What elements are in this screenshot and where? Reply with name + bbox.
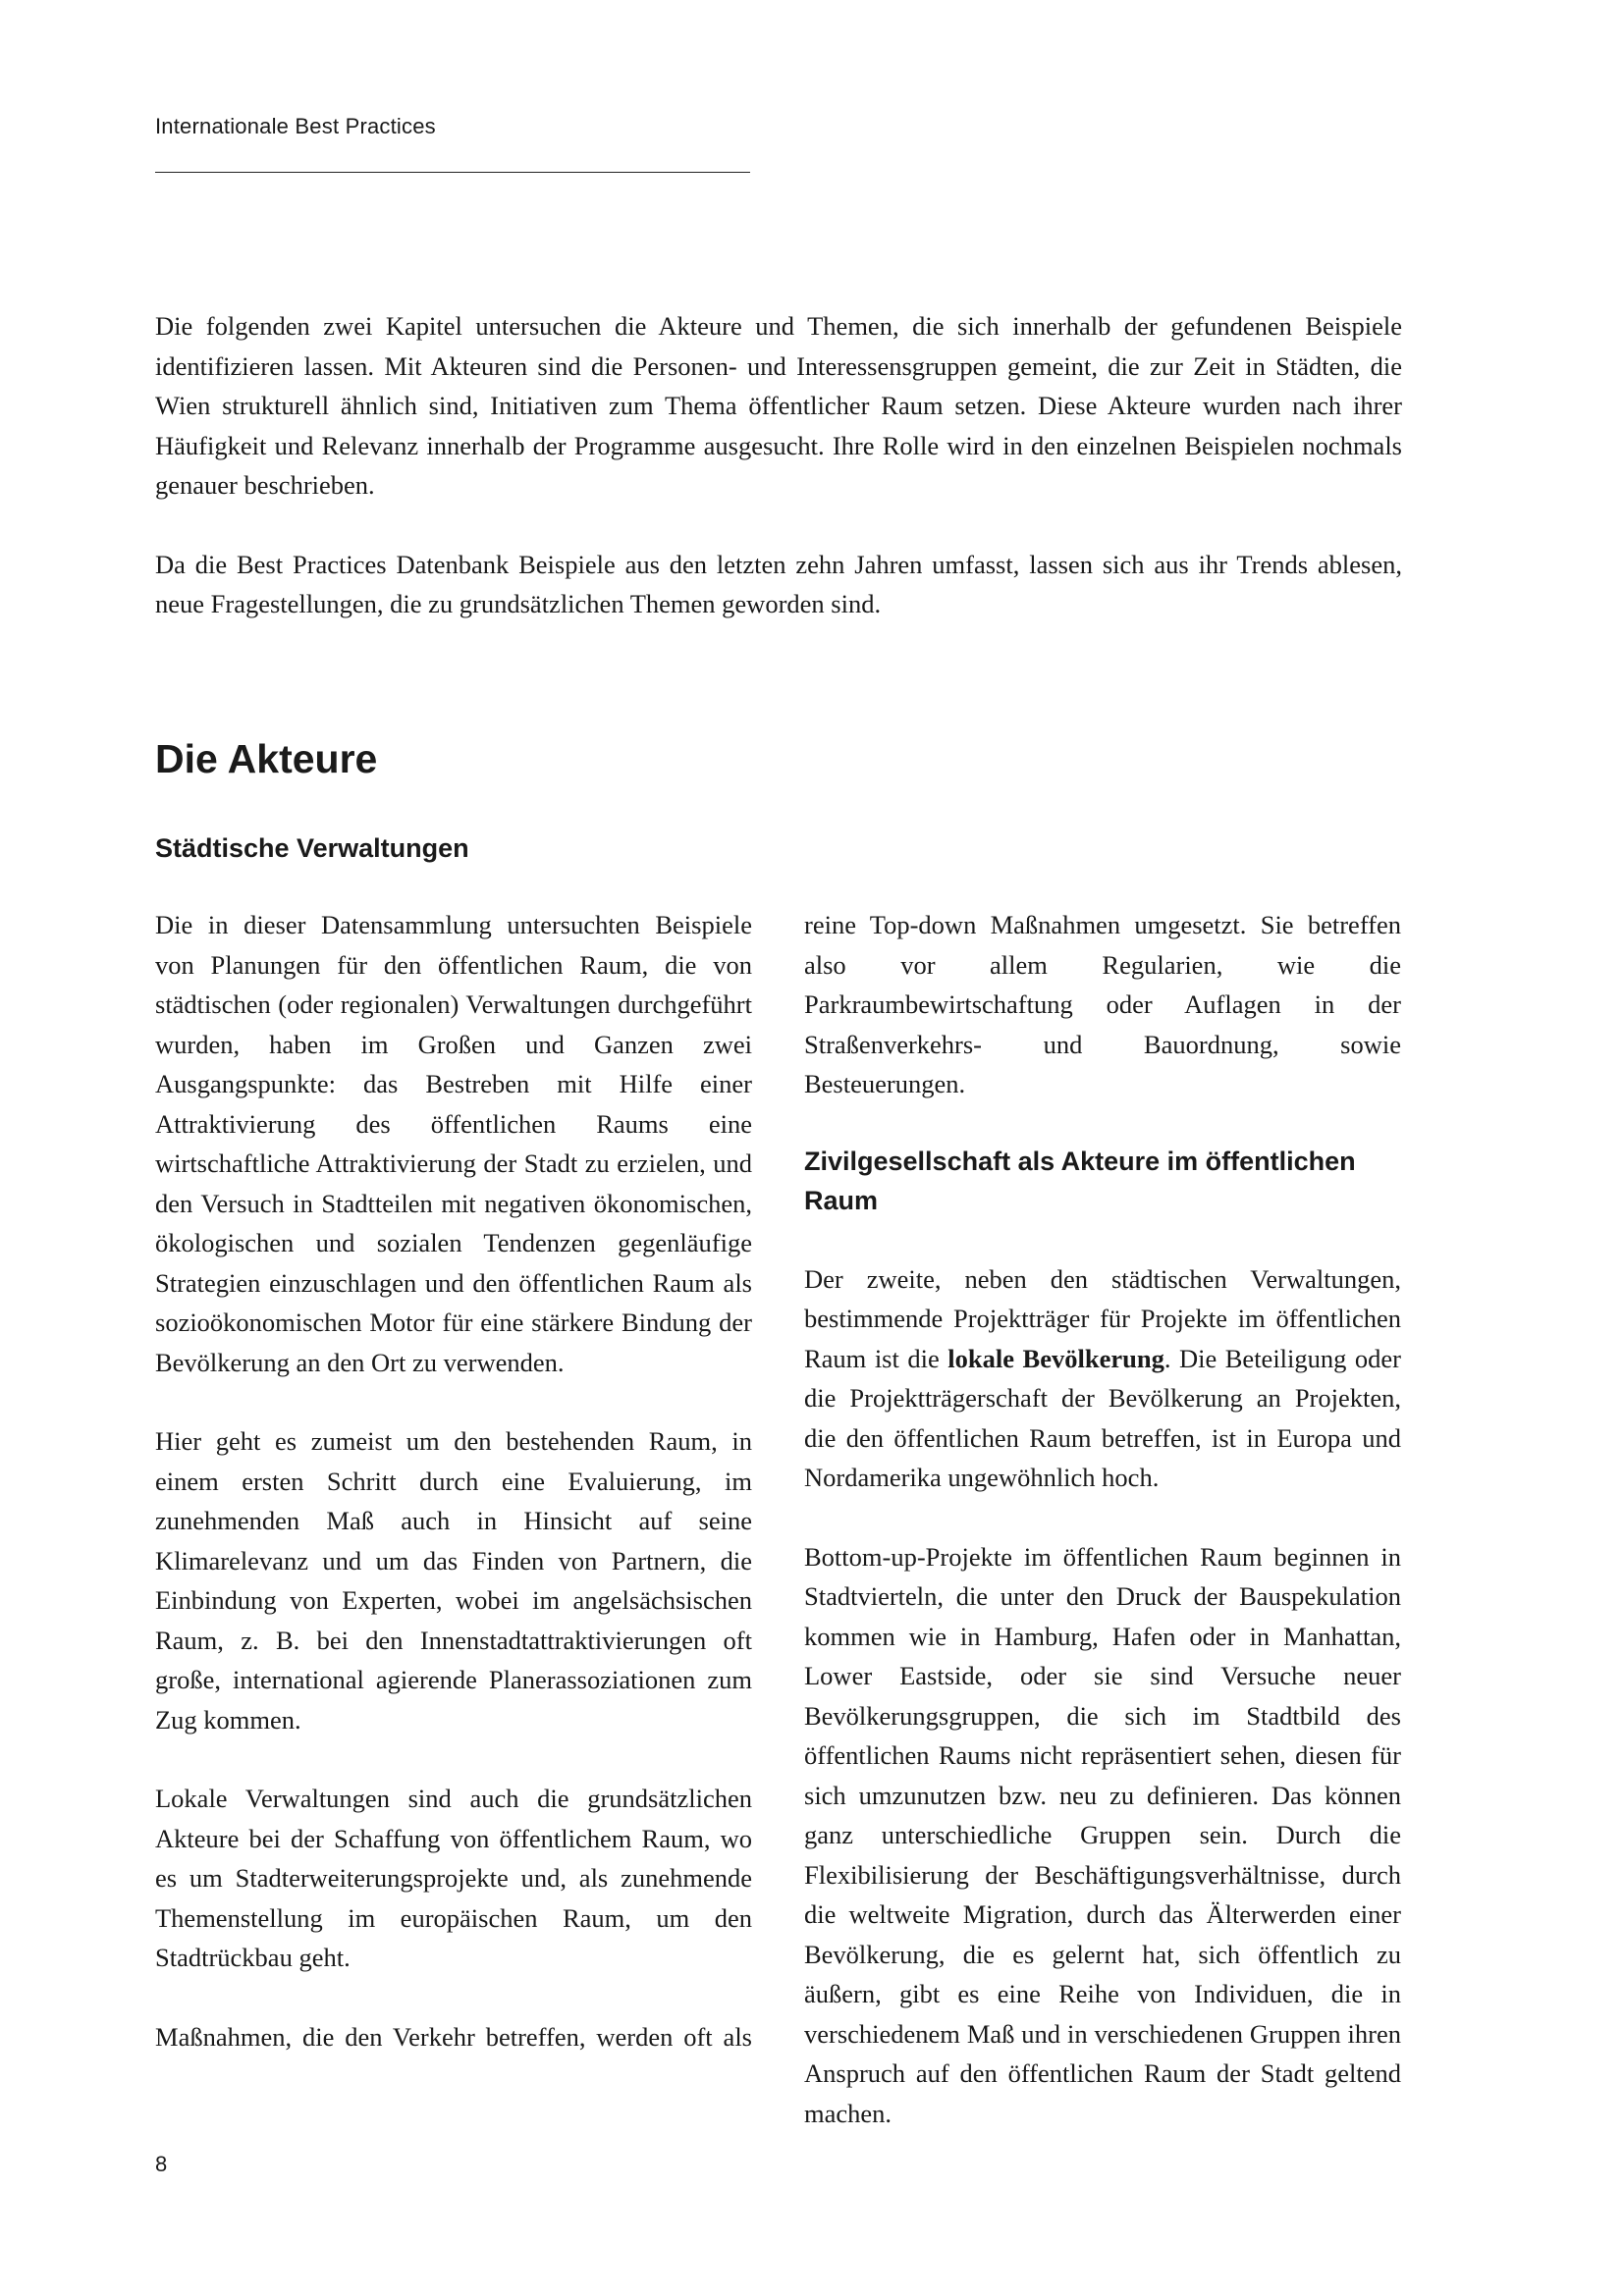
- right-column: [804, 905, 1401, 2133]
- intro-paragraph-2: Da die Best Practices Datenbank Beispiele aus den letzten zehn Jahren umfasst, lassen sich aus ihr Trends ablesen, neue Fragestellungen, die zu grundsätzlichen Themen geworden sind.: [155, 549, 1402, 618]
- section-title: Die Akteure: [155, 736, 378, 781]
- header-rule: [155, 172, 750, 173]
- body-paragraph: Lokale Verwaltungen sind auch die grundsätzlichen Akteure bei der Schaffung von öffentlichem Raum, wo es um Stadterweiterungsprojekte und, als zunehmende Themenstellung im europäischen Raum, um den Stadtrückbau geht.: [155, 1784, 752, 1972]
- running-head: Internationale Best Practices: [155, 114, 436, 138]
- bold-term-lokale-bevoelkerung: lokale Bevölkerung: [947, 1343, 1164, 1373]
- intro-paragraph-1: Die folgenden zwei Kapitel untersuchen die Akteure und Themen, die sich innerhalb der gefundenen Beispiele identifizieren lassen. Mit Akteuren sind die Personen- und Interessensgruppen gemeint, die zur Zeit in Städten, die Wien strukturell ähnlich sind, Initiativen zum Thema öffentlicher Raum setzen. Diese Akteure wurden nach ihrer Häufigkeit und Relevanz innerhalb der Programme ausgesucht. Ihre Rolle wird in den einzelnen Beispielen nochmals genauer beschrieben.: [155, 311, 1402, 500]
- body-paragraph: Die in dieser Datensammlung untersuchten Beispiele von Planungen für den öffentlichen Raum, die von städtischen (oder regionalen) Verwaltungen durchgeführt wurden, haben im Großen und Ganzen zwei Ausgangspunkte: das Bestreben mit Hilfe einer Attraktivierung des öffentlichen Raums eine wirtschaftliche Attraktivierung der Stadt zu erzielen, und den Versuch in Stadtteilen mit negativen ökonomischen, ökologischen und sozialen Tendenzen gegenläufige Strategien einzuschlagen und den öffentlichen Raum als sozioökonomischen Motor für eine stärkere Bindung der Bevölkerung an den Ort zu verwenden.: [155, 910, 752, 1377]
- body-paragraph: Bottom-up-Projekte im öffentlichen Raum beginnen in Stadtvierteln, die unter den Druck der Bauspekulation kommen wie in Hamburg, Hafen oder in Manhattan, Lower Eastside, oder sie sind Versuche neuer Bevölkerungsgruppen, die sich im Stadtbild des öffentlichen Raums nicht repräsentiert sehen, diesen für sich umzunutzen bzw. neu zu definieren. Das können ganz unterschiedliche Gruppen sein. Durch die Flexibilisierung der Beschäftigungsverhältnisse, durch die weltweite Migration, durch das Älterwerden einer Bevölkerung, die es gelernt hat, sich öffentlich zu äußern, gibt es eine Reihe von Individuen, die in verschiedenem Maß und in verschiedenen Gruppen ihren Anspruch auf den öffentlichen Raum der Stadt geltend machen.: [804, 1541, 1401, 2128]
- subsection-title-staedtische-verwaltungen: Städtische Verwaltungen: [155, 833, 469, 863]
- text-run: Der zweite, neben den städtischen Verwaltungen, bestimmende Projektträger für Projekte im öffentlichen Raum ist die: [804, 1263, 1401, 1373]
- body-paragraph-continuation: reine Top-down Maßnahmen umgesetzt. Sie betreffen also vor allem Regularien, wie die Parkraumbewirtschaftung oder Auflagen in der Straßenverkehrs- und Bauordnung, sowie Besteuerungen.: [804, 910, 1401, 1098]
- page-number: 8: [155, 2152, 168, 2176]
- body-paragraph-continued: Maßnahmen, die den Verkehr betreffen, werden oft als: [155, 2021, 752, 2052]
- body-paragraph: [804, 1259, 1401, 1498]
- intro-text: [155, 306, 1402, 624]
- body-paragraph: Hier geht es zumeist um den bestehenden Raum, in einem ersten Schritt durch eine Evaluierung, im zunehmenden Maß auch in Hinsicht auf seine Klimarelevanz und um das Finden von Partnern, die Einbindung von Experten, wobei im angelsächsischen Raum, z. B. bei den Innenstadtattraktivierungen oft große, international agierende Planerassoziationen zum Zug kommen.: [155, 1426, 752, 1735]
- subsection-title-zivilgesellschaft: Zivilgesellschaft als Akteure im öffentlichen Raum: [804, 1146, 1356, 1215]
- left-column: [155, 905, 752, 2056]
- text-run: . Die Beteiligung oder die Projektträgerschaft der Bevölkerung an Projekten, die den öffentlichen Raum betreffen, ist in Europa und Nordamerika ungewöhnlich hoch.: [804, 1343, 1402, 1492]
